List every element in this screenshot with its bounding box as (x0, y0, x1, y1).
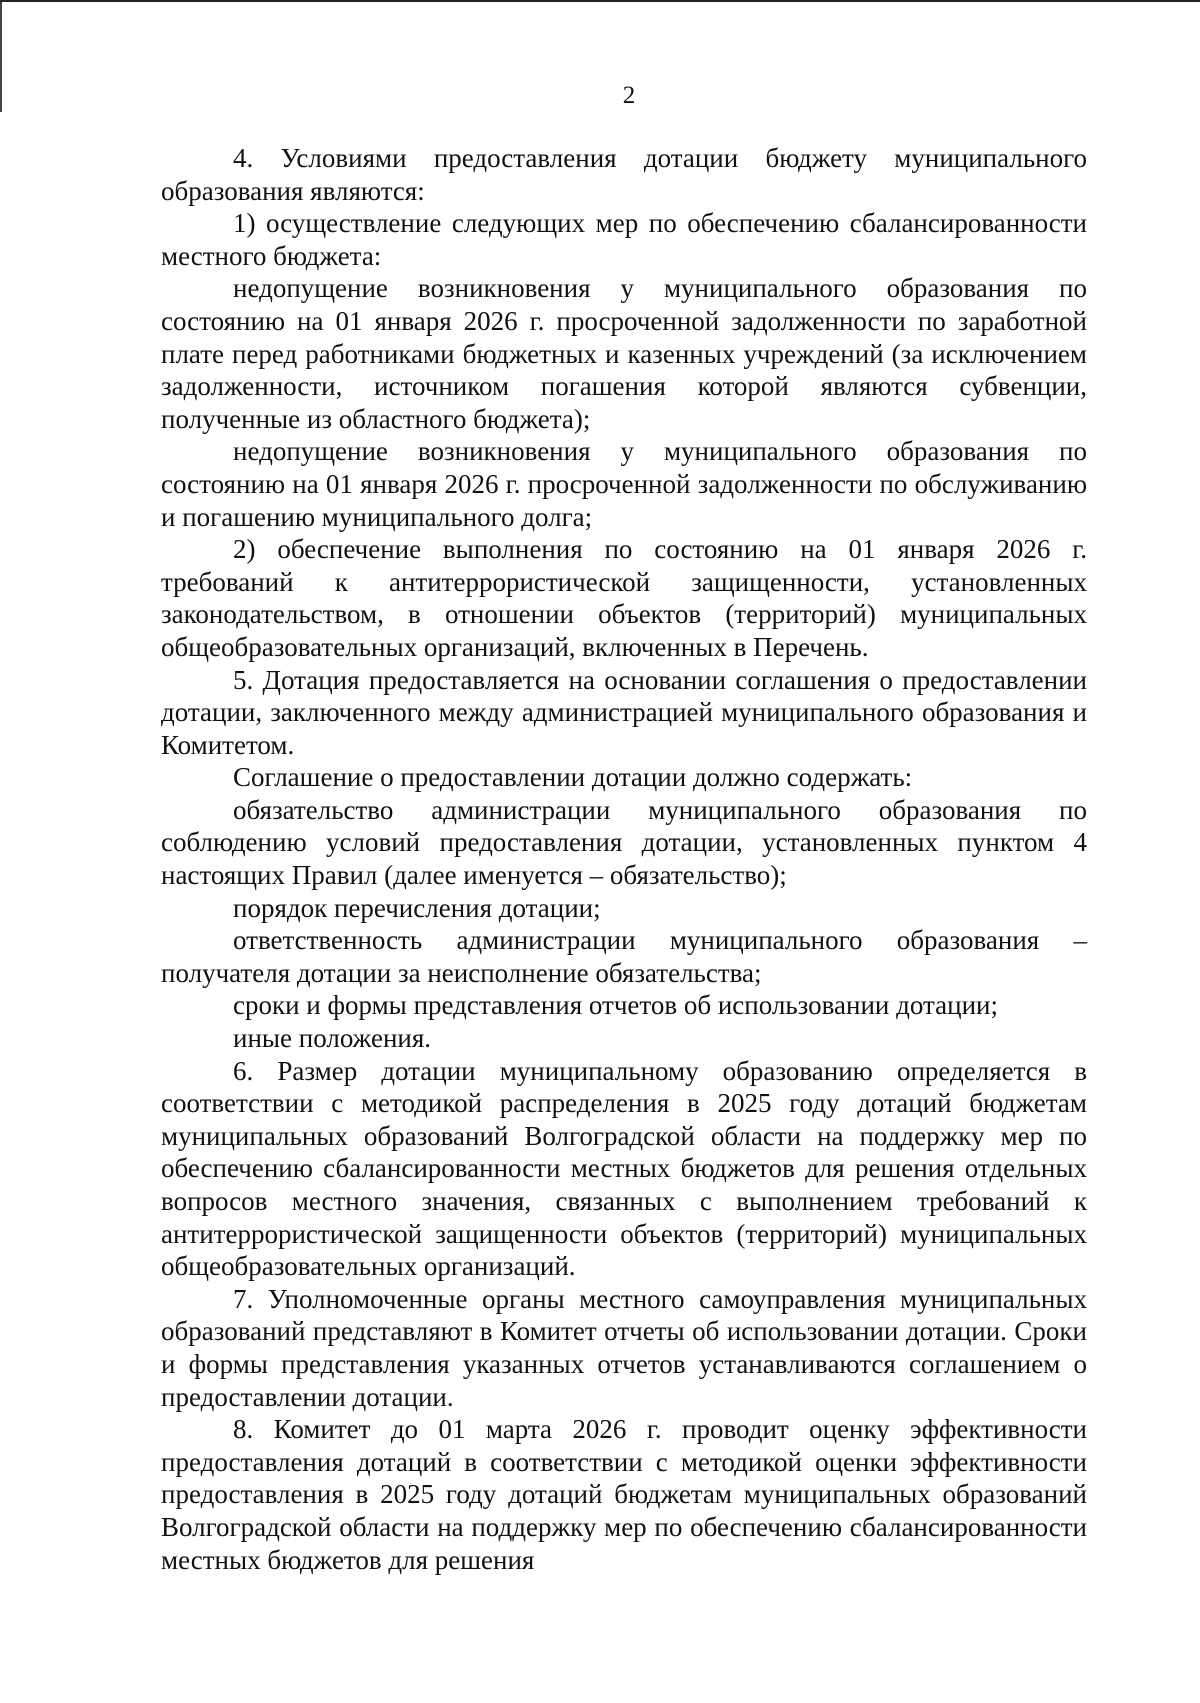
paragraph-5-reporting: сроки и формы представления отчетов об использовании дотации; (233, 990, 998, 1021)
paragraph-5-transfer-order: порядок перечисления дотации; (233, 892, 601, 923)
paragraph-6-amount: 6. Размер дотации муниципальному образованию определяется в соответствии с методикой распределения в 2025 году дотаций бюджетам муниципальных образований Волгоградской области на поддержку мер по обеспечению сбалансированности местных бюджетов для решения отдельных вопросов местного значения, связанных с выполнением требований к антитеррористической защищенности объектов (территорий) муниципальных общеобразовательных организаций. (161, 1055, 1087, 1282)
paragraph-4-item-1-salary-debt: недопущение возникновения у муниципального образования по состоянию на 01 января 2026 г. просроченной задолженности по заработной плате перед работниками бюджетных и казенных учреждений (за исключением задолженности, источником погашения которой являются субвенции, полученные из областного бюджета); (161, 273, 1087, 434)
page-number: 2 (622, 82, 636, 109)
paragraph-8-evaluation: 8. Комитет до 01 марта 2026 г. проводит оценку эффективности предоставления дотаций в соответствии с методикой оценки эффективности предоставления в 2025 году дотаций бюджетам муниципальных образований Волгоградской области на поддержку мер по обеспечению сбалансированности местных бюджетов для решения (161, 1414, 1087, 1575)
paragraph-5-obligation: обязательство администрации муниципального образования по соблюдению условий предоставления дотации, установленных пунктом 4 настоящих Правил (далее именуется – обязательство); (161, 794, 1087, 891)
document-body (161, 142, 1087, 1576)
paragraph-4-item-1-municipal-debt: недопущение возникновения у муниципального образования по состоянию на 01 января 2026 г. просроченной задолженности по обслуживанию и погашению муниципального долга; (161, 436, 1087, 532)
paragraph-4-conditions: 4. Условиями предоставления дотации бюджету муниципального образования являются: (161, 143, 1087, 206)
paragraph-5-other: иные положения. (233, 1023, 432, 1054)
paragraph-5-agreement-contents: Соглашение о предоставлении дотации должно содержать: (233, 762, 913, 793)
paragraph-7-reports: 7. Уполномоченные органы местного самоуправления муниципальных образований представляют в Комитет отчеты об использовании дотации. Сроки и формы представления указанных отчетов устанавливаются соглашением о предоставлении дотации. (161, 1283, 1087, 1412)
paragraph-4-item-2: 2) обеспечение выполнения по состоянию на 01 января 2026 г. требований к антитеррористической защищенности, установленных законодательством, в отношении объектов (территорий) муниципальных общеобразовательных организаций, включенных в Перечень. (161, 534, 1087, 662)
paragraph-5-agreement: 5. Дотация предоставляется на основании соглашения о предоставлении дотации, заключенного между администрацией муниципального образования и Комитетом. (161, 664, 1087, 760)
paragraph-5-responsibility: ответственность администрации муниципального образования – получателя дотации за неисполнение обязательства; (161, 925, 1087, 988)
paragraph-4-item-1: 1) осуществление следующих мер по обеспечению сбалансированности местного бюджета: (161, 208, 1087, 271)
